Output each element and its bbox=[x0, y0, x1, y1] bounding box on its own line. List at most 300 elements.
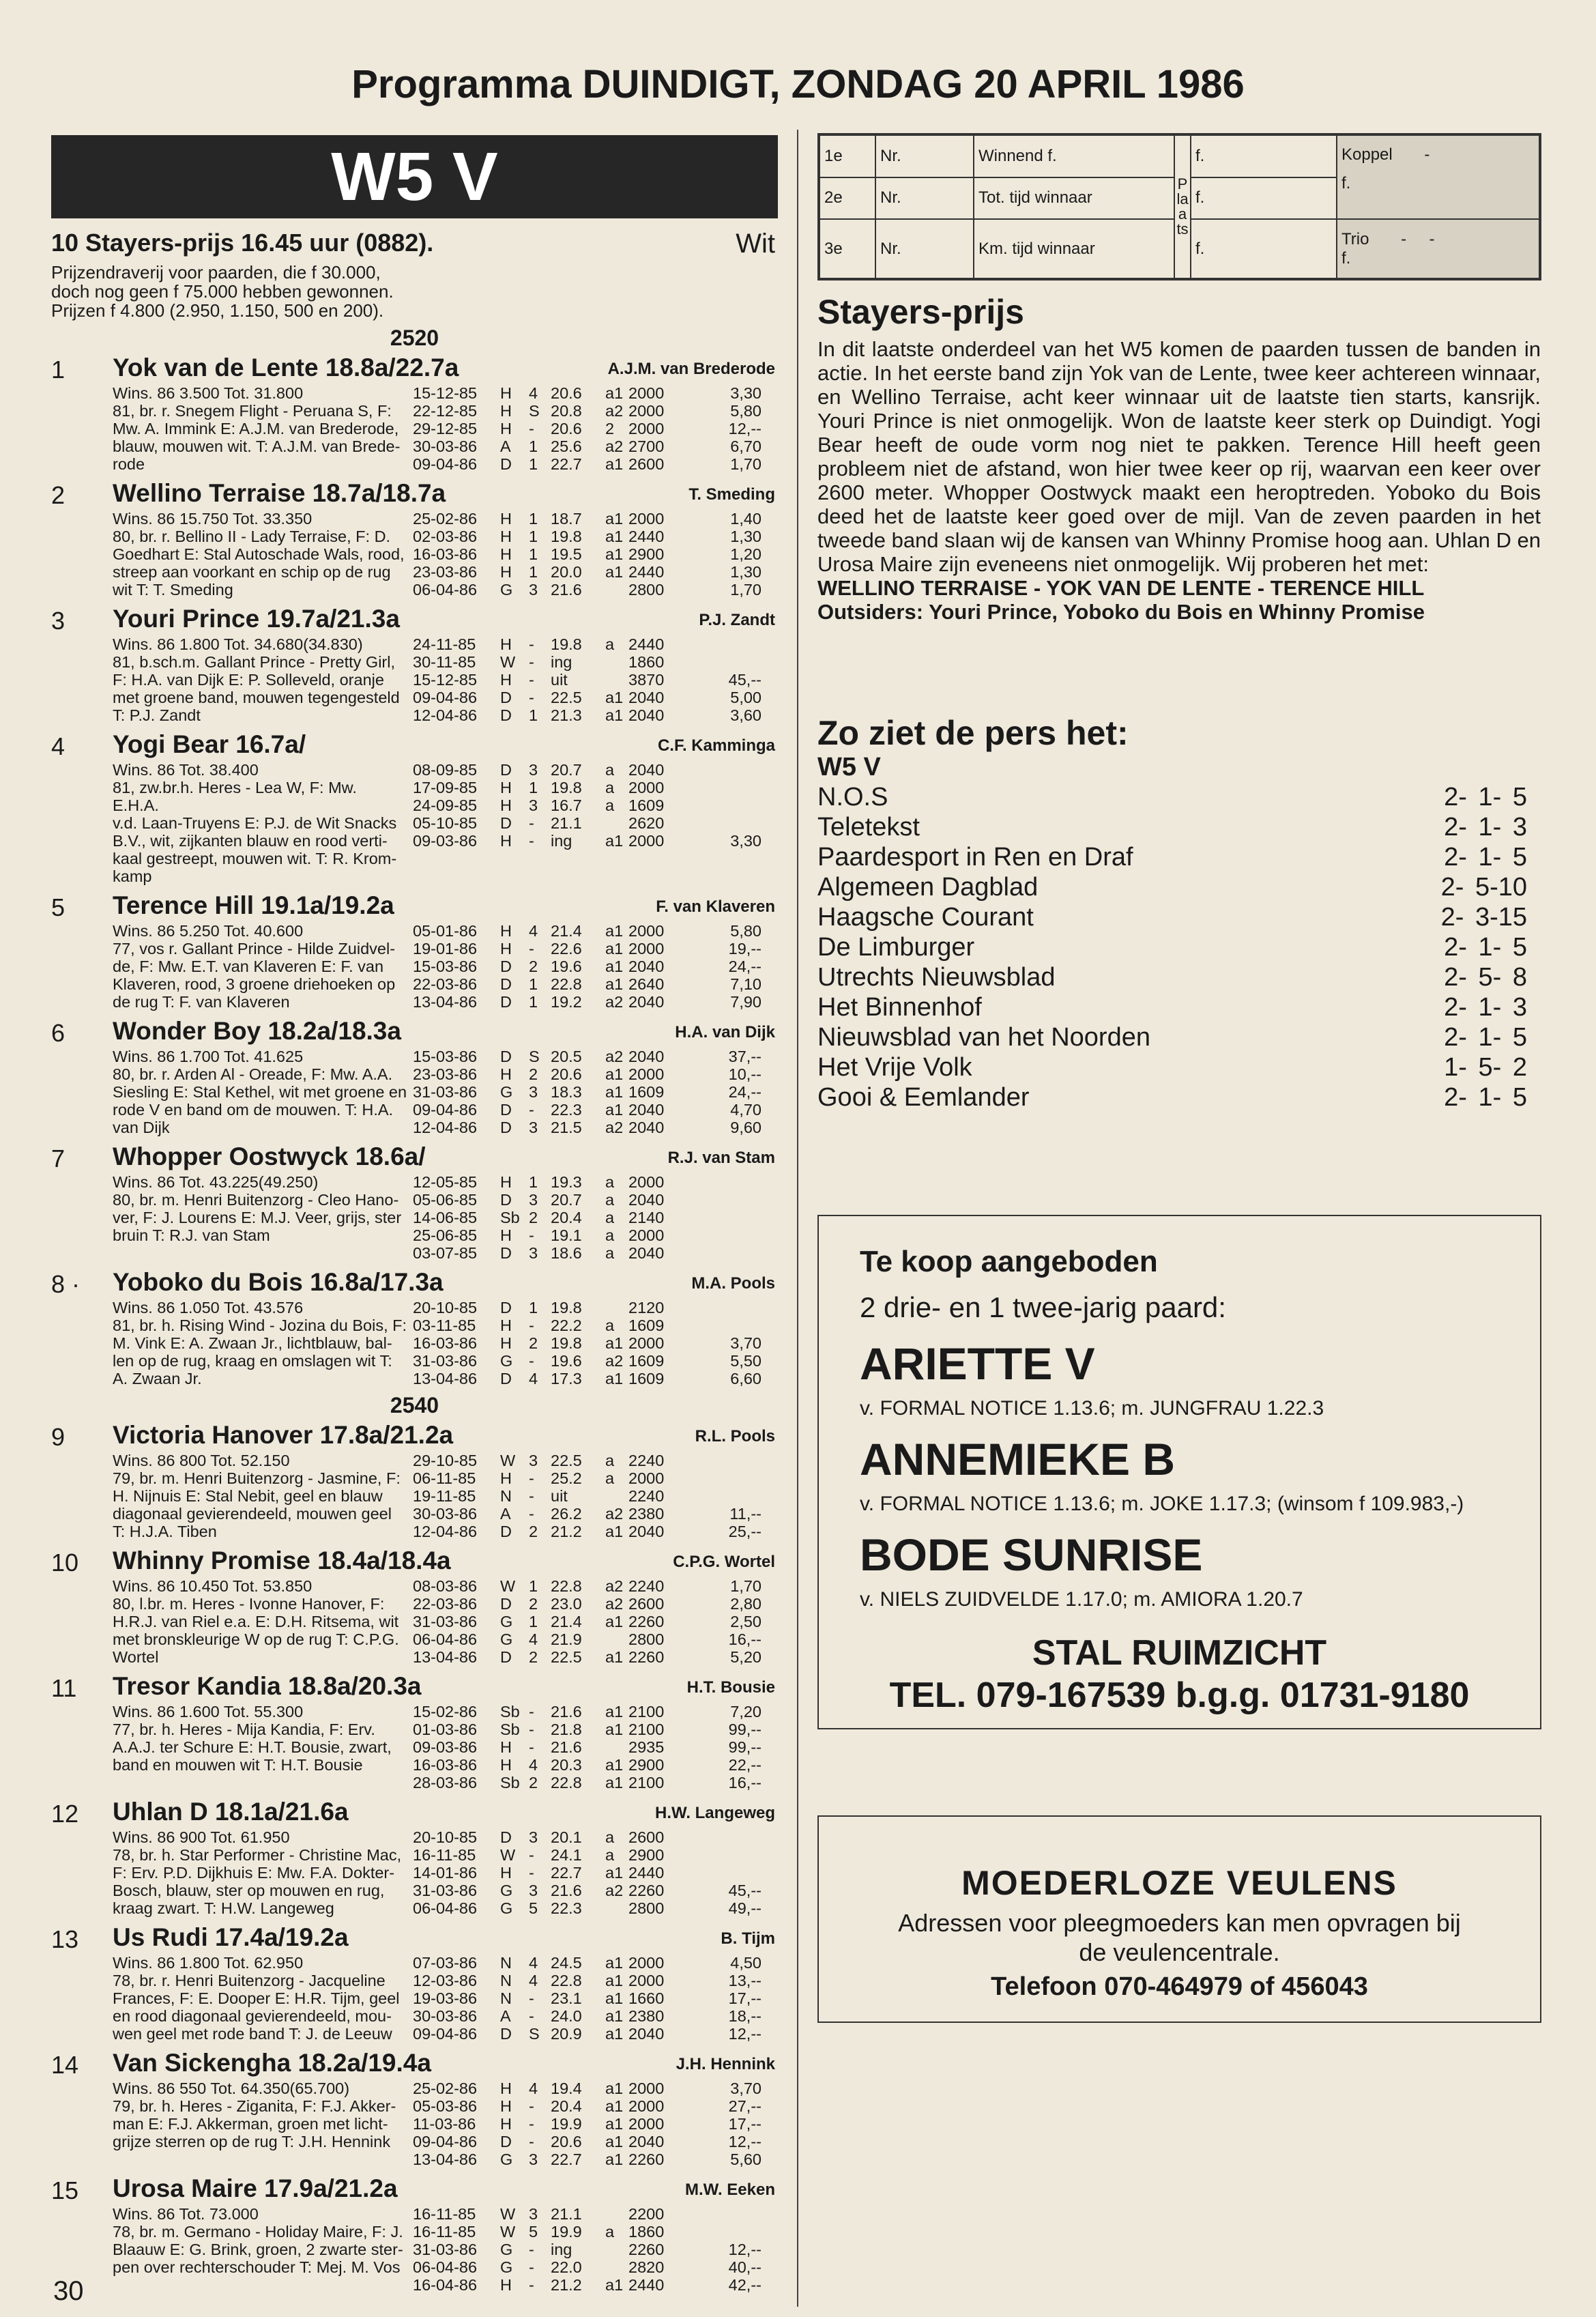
run-cell: D bbox=[500, 689, 512, 706]
description-line: Bosch, blauw, ster op mouwen en rug, bbox=[113, 1882, 385, 1899]
horse-description bbox=[113, 2205, 407, 2294]
run-cell bbox=[605, 581, 628, 599]
run-cell: 07-03-86 bbox=[413, 1954, 478, 1972]
run-cell: S bbox=[529, 2025, 540, 2043]
run-cell: 20.6 bbox=[551, 384, 582, 402]
run-cell: G bbox=[500, 2150, 513, 2168]
run-cell: 17,-- bbox=[728, 1989, 761, 2007]
run-cell: 20-10-85 bbox=[413, 1299, 478, 1316]
run-cell: ing bbox=[551, 2241, 572, 2258]
description-line: 77, vos r. Gallant Prince - Hilde Zuidvel- bbox=[113, 940, 396, 958]
run-cell: 25-06-85 bbox=[413, 1226, 478, 1244]
run-cell: 1,20 bbox=[730, 545, 761, 563]
run-cell: 13-04-86 bbox=[413, 1370, 478, 1387]
run-cell: H bbox=[500, 1226, 512, 1244]
run-cell: 1,70 bbox=[730, 455, 761, 473]
run-cell: 20.1 bbox=[551, 1828, 582, 1846]
run-row bbox=[407, 1083, 778, 1101]
run-row bbox=[407, 2007, 778, 2025]
recent-runs bbox=[407, 922, 778, 1011]
run-cell: 45,-- bbox=[728, 671, 761, 689]
run-cell: a2 bbox=[605, 1577, 624, 1595]
horse-description bbox=[113, 1452, 407, 1540]
run-cell: 2000 bbox=[628, 1334, 665, 1352]
trainer-name: R.J. van Stam bbox=[667, 1149, 775, 1167]
run-cell: 2040 bbox=[628, 1244, 665, 1262]
run-cell: 1 bbox=[529, 1173, 538, 1191]
run-cell: 18.6 bbox=[551, 1244, 582, 1262]
run-cell: 21.6 bbox=[551, 1882, 582, 1899]
horse-name: Whinny Promise 18.4a/18.4a bbox=[113, 1546, 451, 1574]
run-cell bbox=[693, 635, 761, 653]
run-row bbox=[407, 1882, 778, 1899]
run-cell: 30-03-86 bbox=[413, 437, 478, 455]
run-cell: 3 bbox=[529, 1119, 538, 1136]
run-cell bbox=[693, 1299, 761, 1316]
run-cell: 2040 bbox=[628, 2133, 665, 2150]
entry-number: 3 bbox=[51, 607, 66, 635]
run-cell: 22.3 bbox=[551, 1101, 582, 1119]
run-row bbox=[407, 1864, 778, 1882]
horse-name: Yok van de Lente 18.8a/22.7a bbox=[113, 354, 459, 382]
run-cell: 1609 bbox=[628, 1352, 665, 1370]
run-cell: 1 bbox=[529, 1577, 538, 1595]
run-cell: 3,30 bbox=[730, 832, 761, 850]
run-cell: 2000 bbox=[628, 2097, 665, 2115]
run-row bbox=[407, 1352, 778, 1370]
recent-runs bbox=[407, 1299, 778, 1387]
run-cell: 22.7 bbox=[551, 1864, 582, 1882]
run-row bbox=[407, 1721, 778, 1738]
run-cell: - bbox=[529, 420, 534, 437]
run-cell: 30-11-85 bbox=[413, 653, 476, 671]
run-cell: D bbox=[500, 1101, 512, 1119]
run-row bbox=[407, 1191, 778, 1209]
newspaper-name: Het Binnenhof bbox=[817, 993, 982, 1022]
run-cell: 2440 bbox=[628, 563, 665, 581]
description-line: de, F: Mw. E.T. van Klaveren E: F. van bbox=[113, 958, 384, 975]
run-cell: 13-04-86 bbox=[413, 1648, 478, 1666]
entry-header bbox=[113, 1266, 778, 1299]
run-cell: 24-11-85 bbox=[413, 635, 476, 653]
foals-text1: Adressen voor pleegmoeders kan men opvragen bij bbox=[898, 1909, 1461, 1937]
run-row bbox=[407, 1756, 778, 1774]
run-cell: 22.3 bbox=[551, 1899, 582, 1917]
run-cell: a1 bbox=[605, 1756, 624, 1774]
trainer-name: P.J. Zandt bbox=[699, 611, 775, 629]
entry-body bbox=[113, 2205, 778, 2294]
description-line: Wins. 86 1.050 Tot. 43.576 bbox=[113, 1299, 304, 1316]
horse-name: Uhlan D 18.1a/21.6a bbox=[113, 1798, 349, 1826]
race-banner: W5 V bbox=[51, 135, 778, 218]
run-cell: 29-10-85 bbox=[413, 1452, 478, 1469]
run-row bbox=[407, 1452, 778, 1469]
run-cell: a bbox=[605, 1316, 615, 1334]
run-cell: 4 bbox=[529, 1972, 538, 1989]
run-cell: 3 bbox=[529, 796, 538, 814]
run-cell: 3 bbox=[529, 761, 538, 779]
run-cell: 09-04-86 bbox=[413, 1101, 478, 1119]
recent-runs bbox=[407, 1048, 778, 1136]
prediction: 2- 1- 5 bbox=[1444, 843, 1527, 872]
run-cell: 05-10-85 bbox=[413, 814, 478, 832]
entry-number: 5 bbox=[51, 893, 66, 921]
run-cell: 2100 bbox=[628, 1703, 665, 1721]
condition-line: Prijzendraverij voor paarden, die f 30.000, bbox=[51, 262, 381, 283]
run-cell: 21.9 bbox=[551, 1630, 582, 1648]
run-cell: 22.7 bbox=[551, 2150, 582, 2168]
trainer-name: R.L. Pools bbox=[695, 1427, 775, 1445]
run-cell: a1 bbox=[605, 1523, 624, 1540]
press-row bbox=[817, 1082, 1541, 1112]
run-cell: 2 bbox=[529, 1774, 538, 1791]
run-cell: 3 bbox=[529, 1083, 538, 1101]
run-cell: 25-02-86 bbox=[413, 510, 478, 528]
prediction: 2- 5- 8 bbox=[1444, 963, 1527, 992]
run-cell: 06-04-86 bbox=[413, 1630, 478, 1648]
run-cell: 1 bbox=[529, 706, 538, 724]
run-cell: 4 bbox=[529, 1630, 538, 1648]
run-cell: a2 bbox=[605, 1352, 624, 1370]
entry-number: 2 bbox=[51, 481, 66, 509]
run-cell: a2 bbox=[605, 1882, 624, 1899]
run-cell: 3 bbox=[529, 2205, 538, 2223]
run-cell bbox=[605, 1899, 628, 1917]
horse-name: Van Sickengha 18.2a/19.4a bbox=[113, 2049, 431, 2077]
run-cell: H bbox=[500, 922, 512, 940]
entry-number: 4 bbox=[51, 732, 66, 760]
run-cell: S bbox=[529, 402, 540, 420]
run-cell: 22.8 bbox=[551, 1577, 582, 1595]
run-cell: 22-03-86 bbox=[413, 975, 478, 993]
run-cell: 20.8 bbox=[551, 402, 582, 420]
run-cell: D bbox=[500, 1828, 512, 1846]
horse-description bbox=[113, 922, 407, 1011]
description-line: Frances, F: E. Dooper E: H.R. Tijm, geel bbox=[113, 1989, 400, 2007]
run-row bbox=[407, 1173, 778, 1191]
prediction: 2- 1- 5 bbox=[1444, 1023, 1527, 1052]
plaats-label: Plaats bbox=[1174, 135, 1191, 278]
entry-number: 14 bbox=[51, 2051, 79, 2079]
press-row bbox=[817, 962, 1541, 992]
description-line: bruin T: R.J. van Stam bbox=[113, 1226, 270, 1244]
run-cell: 12-04-86 bbox=[413, 1119, 478, 1136]
run-cell: H bbox=[500, 1738, 512, 1756]
run-cell: a1 bbox=[605, 2007, 624, 2025]
description-line: Klaveren, rood, 3 groene driehoeken op bbox=[113, 975, 396, 993]
run-cell: 2820 bbox=[628, 2258, 665, 2276]
run-cell: 14-01-86 bbox=[413, 1864, 478, 1882]
entry-number: 7 bbox=[51, 1145, 66, 1172]
run-cell: 9,60 bbox=[730, 1119, 761, 1136]
run-cell: 06-11-85 bbox=[413, 1469, 476, 1487]
run-cell: - bbox=[529, 1738, 534, 1756]
entry-number: 12 bbox=[51, 1800, 79, 1828]
run-cell: 5 bbox=[529, 1899, 538, 1917]
run-cell bbox=[693, 761, 761, 779]
run-cell: 13,-- bbox=[728, 1972, 761, 1989]
run-cell: a2 bbox=[605, 1048, 624, 1065]
horse-description bbox=[113, 1703, 407, 1791]
trainer-name: A.J.M. van Brederode bbox=[607, 360, 775, 378]
label-cell: Km. tijd winnaar bbox=[974, 219, 1174, 278]
run-cell: - bbox=[529, 2276, 534, 2294]
run-cell: 3 bbox=[529, 1191, 538, 1209]
run-row bbox=[407, 510, 778, 528]
run-cell: 2 bbox=[605, 420, 615, 437]
run-cell: 3,70 bbox=[730, 1334, 761, 1352]
description-line: H. Nijnuis E: Stal Nebit, geel en blauw bbox=[113, 1487, 383, 1505]
run-cell: a1 bbox=[605, 528, 624, 545]
run-cell: 12,-- bbox=[728, 2025, 761, 2043]
description-line: Wins. 86 15.750 Tot. 33.350 bbox=[113, 510, 313, 528]
recent-runs bbox=[407, 1828, 778, 1917]
run-cell: W bbox=[500, 1452, 516, 1469]
prediction: 2- 1- 5 bbox=[1444, 783, 1527, 811]
run-cell: 25,-- bbox=[728, 1523, 761, 1540]
run-cell: 7,20 bbox=[730, 1703, 761, 1721]
description-line: F: H.A. van Dijk E: P. Solleveld, oranje bbox=[113, 671, 384, 689]
results-table bbox=[817, 133, 1541, 280]
entry-header bbox=[113, 1796, 778, 1828]
run-cell: 19.8 bbox=[551, 635, 582, 653]
run-cell: a1 bbox=[605, 1774, 624, 1791]
run-row bbox=[407, 1065, 778, 1083]
description-line: Wins. 86 900 Tot. 61.950 bbox=[113, 1828, 290, 1846]
run-cell: 4 bbox=[529, 922, 538, 940]
run-cell: 10,-- bbox=[728, 1065, 761, 1083]
run-cell: 4 bbox=[529, 1756, 538, 1774]
description-line: A. Zwaan Jr. bbox=[113, 1370, 202, 1387]
prediction: 2- 1- 3 bbox=[1444, 993, 1527, 1022]
run-cell: 42,-- bbox=[728, 2276, 761, 2294]
run-row bbox=[407, 1469, 778, 1487]
run-cell: 49,-- bbox=[728, 1899, 761, 1917]
prediction: 2- 1- 5 bbox=[1444, 1083, 1527, 1112]
run-cell: 1660 bbox=[628, 1989, 665, 2007]
run-cell: 21.4 bbox=[551, 922, 582, 940]
run-cell: 05-03-86 bbox=[413, 2097, 478, 2115]
description-line: Wins. 86 1.600 Tot. 55.300 bbox=[113, 1703, 304, 1721]
horse-description bbox=[113, 510, 407, 599]
run-row bbox=[407, 581, 778, 599]
run-cell: - bbox=[529, 1487, 534, 1505]
description-line: len op de rug, kraag en omslagen wit T: bbox=[113, 1352, 392, 1370]
entry-body bbox=[113, 1954, 778, 2043]
description-line: diagonaal gevierendeeld, mouwen geel bbox=[113, 1505, 392, 1523]
run-row bbox=[407, 1209, 778, 1226]
description-line: Wins. 86 3.500 Tot. 31.800 bbox=[113, 384, 304, 402]
horse-pedigree: v. FORMAL NOTICE 1.13.6; m. JOKE 1.17.3; (winsom f 109.983,-) bbox=[860, 1493, 1464, 1515]
run-row bbox=[407, 689, 778, 706]
run-cell: D bbox=[500, 1299, 512, 1316]
run-cell: 2040 bbox=[628, 1523, 665, 1540]
entry-number: 8 · bbox=[51, 1270, 81, 1298]
run-cell: 6,70 bbox=[730, 437, 761, 455]
run-cell: H bbox=[500, 671, 512, 689]
run-cell: 05-06-85 bbox=[413, 1191, 478, 1209]
run-cell: a bbox=[605, 1209, 615, 1226]
run-cell: a1 bbox=[605, 1065, 624, 1083]
run-cell: 5,00 bbox=[730, 689, 761, 706]
entry-body bbox=[113, 510, 778, 599]
description-line: wen geel met rode band T: J. de Leeuw bbox=[113, 2025, 392, 2043]
run-cell: 31-03-86 bbox=[413, 1882, 478, 1899]
run-cell: 19.8 bbox=[551, 1334, 582, 1352]
run-row bbox=[407, 2133, 778, 2150]
run-row bbox=[407, 814, 778, 832]
run-cell: 2100 bbox=[628, 1774, 665, 1791]
run-cell: 2040 bbox=[628, 761, 665, 779]
koppel-box: Koppel - f. bbox=[1337, 135, 1539, 219]
run-cell: H bbox=[500, 563, 512, 581]
run-cell: 13-04-86 bbox=[413, 2150, 478, 2168]
run-cell: 7,10 bbox=[730, 975, 761, 993]
run-cell: 20.7 bbox=[551, 761, 582, 779]
run-cell bbox=[605, 671, 628, 689]
run-cell bbox=[693, 1209, 761, 1226]
run-cell: G bbox=[500, 2241, 513, 2258]
run-cell: D bbox=[500, 1595, 512, 1613]
run-cell: H bbox=[500, 420, 512, 437]
run-cell: Sb bbox=[500, 1774, 520, 1791]
run-cell: 16.7 bbox=[551, 796, 582, 814]
description-line: H.R.J. van Riel e.a. E: D.H. Ritsema, wit bbox=[113, 1613, 399, 1630]
press-row bbox=[817, 812, 1541, 842]
run-cell bbox=[605, 2205, 628, 2223]
run-cell: 19-03-86 bbox=[413, 1989, 478, 2007]
run-cell: - bbox=[529, 2115, 534, 2133]
prediction: 2- 1- 5 bbox=[1444, 933, 1527, 962]
run-cell: 2440 bbox=[628, 528, 665, 545]
race-card bbox=[51, 229, 778, 2298]
horse-description bbox=[113, 761, 407, 885]
run-cell: 4,50 bbox=[730, 1954, 761, 1972]
run-cell: 2040 bbox=[628, 993, 665, 1011]
run-cell: 2000 bbox=[628, 940, 665, 958]
run-cell: H bbox=[500, 545, 512, 563]
description-line: wit T: T. Smeding bbox=[113, 581, 233, 599]
description-line: man E: F.J. Akkerman, groen met licht- bbox=[113, 2115, 388, 2133]
run-cell: 2000 bbox=[628, 1954, 665, 1972]
run-cell: - bbox=[529, 653, 534, 671]
sale-sub: 2 drie- en 1 twee-jarig paard: bbox=[860, 1291, 1226, 1323]
run-cell: 19-01-86 bbox=[413, 940, 478, 958]
run-cell: - bbox=[529, 1989, 534, 2007]
run-cell: 15-02-86 bbox=[413, 1703, 478, 1721]
run-cell: 3 bbox=[529, 1244, 538, 1262]
run-cell: 12-05-85 bbox=[413, 1173, 478, 1191]
run-cell: G bbox=[500, 2258, 513, 2276]
run-cell: 1 bbox=[529, 993, 538, 1011]
run-cell: a1 bbox=[605, 1101, 624, 1119]
horse-entry bbox=[51, 477, 778, 599]
horse-entry bbox=[51, 2047, 778, 2168]
run-cell: 4 bbox=[529, 1954, 538, 1972]
run-cell: 23.1 bbox=[551, 1989, 582, 2007]
run-cell: 20.5 bbox=[551, 1048, 582, 1065]
run-cell: - bbox=[529, 940, 534, 958]
recent-runs bbox=[407, 384, 778, 473]
press-row bbox=[817, 1052, 1541, 1082]
run-cell: a1 bbox=[605, 1721, 624, 1738]
koppel-label: Koppel bbox=[1341, 145, 1393, 164]
run-cell: 2000 bbox=[628, 2115, 665, 2133]
entry-header bbox=[113, 1544, 778, 1577]
horse-entry bbox=[51, 351, 778, 473]
run-cell: 21.6 bbox=[551, 1703, 582, 1721]
run-cell bbox=[693, 1191, 761, 1209]
run-cell: a2 bbox=[605, 402, 624, 420]
run-cell: a2 bbox=[605, 1595, 624, 1613]
run-row bbox=[407, 1595, 778, 1613]
run-cell: - bbox=[529, 689, 534, 706]
horse-description bbox=[113, 1828, 407, 1917]
run-cell: D bbox=[500, 2025, 512, 2043]
run-cell: 22.6 bbox=[551, 940, 582, 958]
run-cell: 2000 bbox=[628, 384, 665, 402]
run-cell: 06-04-86 bbox=[413, 581, 478, 599]
run-cell: 22,-- bbox=[728, 1756, 761, 1774]
run-cell: 1 bbox=[529, 779, 538, 796]
run-cell: N bbox=[500, 1487, 512, 1505]
run-cell bbox=[693, 653, 761, 671]
run-cell: 23.0 bbox=[551, 1595, 582, 1613]
run-cell: a1 bbox=[605, 832, 624, 850]
run-cell: 06-04-86 bbox=[413, 2258, 478, 2276]
run-cell: a1 bbox=[605, 2079, 624, 2097]
horse-name: Victoria Hanover 17.8a/21.2a bbox=[113, 1421, 454, 1449]
run-cell: H bbox=[500, 1316, 512, 1334]
run-row bbox=[407, 1989, 778, 2007]
run-cell: 5,60 bbox=[730, 2150, 761, 2168]
run-cell: 24-09-85 bbox=[413, 796, 478, 814]
run-cell: a1 bbox=[605, 384, 624, 402]
description-line: band en mouwen wit T: H.T. Bousie bbox=[113, 1756, 363, 1774]
run-cell: H bbox=[500, 779, 512, 796]
run-cell: a1 bbox=[605, 2150, 624, 2168]
run-cell: 12-03-86 bbox=[413, 1972, 478, 1989]
run-cell: W bbox=[500, 2205, 516, 2223]
description-line: Wins. 86 Tot. 38.400 bbox=[113, 761, 259, 779]
description-line: F: Erv. P.D. Dijkhuis E: Mw. F.A. Dokter- bbox=[113, 1864, 395, 1882]
run-cell: H bbox=[500, 2097, 512, 2115]
run-cell: 20.7 bbox=[551, 1191, 582, 1209]
run-cell: 19-11-85 bbox=[413, 1487, 476, 1505]
run-cell: 2 bbox=[529, 1334, 538, 1352]
stayers-text: In dit laatste onderdeel van het W5 komen de paarden tussen de banden in actie. In het eerste band zijn Yok van de Lente, twee keer achtereen winnaar, en Wellino Terraise, acht keer winnaar uit de laatste tien starts, kansrijk. Youri Prince is niet onmogelijk. Won de laatste keer sterk op Duindigt. Yogi Bear heeft de oude vorm nog niet te pakken. Terence Hill heeft geen probleem niet de afstand, won hier twee keer op rij, waarvan een keer over 2600 meter. Whopper Oostwyck maakt een heroptreden. Yoboko du Bois deed het de laatste keer goed over de mijl. Van de zeven paarden in het tweede band slaan wij de kansen van Whinny Promise hoog aan. Uhlan D en Urosa Maire zijn eveneens niet onmogelijk. Wij proberen het met: bbox=[817, 337, 1541, 576]
entry-number: 6 bbox=[51, 1019, 66, 1047]
run-cell bbox=[693, 1846, 761, 1864]
place-cell: 3e bbox=[819, 219, 875, 278]
nr-cell: Nr. bbox=[875, 135, 974, 177]
run-cell: 2040 bbox=[628, 689, 665, 706]
run-cell bbox=[693, 779, 761, 796]
description-line: met groene band, mouwen tegengesteld bbox=[113, 689, 400, 706]
horse-name: Yogi Bear 16.7a/ bbox=[113, 730, 306, 758]
horse-description bbox=[113, 1299, 407, 1387]
horse-entry bbox=[51, 1670, 778, 1791]
run-cell: - bbox=[529, 832, 534, 850]
horse-description bbox=[113, 1173, 407, 1262]
recent-runs bbox=[407, 2205, 778, 2294]
run-cell: W bbox=[500, 1846, 516, 1864]
description-line: T: P.J. Zandt bbox=[113, 706, 201, 724]
prediction: 1- 5- 2 bbox=[1444, 1053, 1527, 1082]
foals-text2: de veulencentrale. bbox=[1079, 1938, 1280, 1966]
run-row bbox=[407, 2079, 778, 2097]
run-row bbox=[407, 940, 778, 958]
